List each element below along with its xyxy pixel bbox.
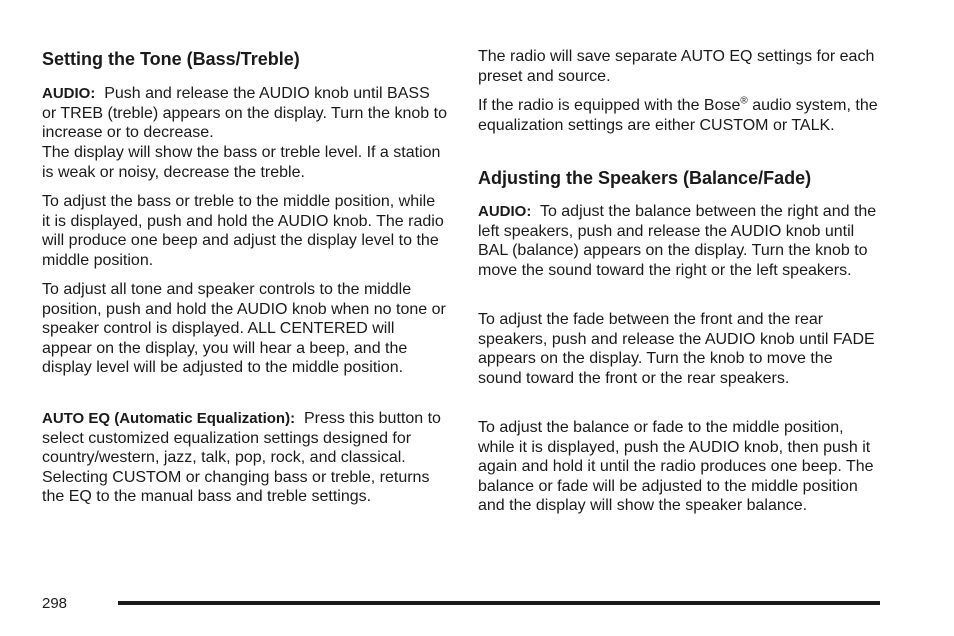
- footer-rule: [118, 601, 880, 605]
- paragraph-save-auto-eq: The radio will save separate AUTO EQ settings for each preset and source.: [478, 48, 875, 85]
- paragraph-middle-position: To adjust the bass or treble to the middle position, while it is displayed, push and hold the AUDIO knob. The radio will produce one beep and adjust the display level to the middle position.: [42, 193, 444, 269]
- audio-lead-label: AUDIO:: [42, 85, 96, 102]
- paragraph-audio-tone: [42, 84, 447, 143]
- bose-text-before: If the radio is equipped with the Bose: [478, 97, 741, 114]
- audio-balance-text: To adjust the balance between the right and the left speakers, push and release the AUDIO knob until BAL (balance) appears on the display. Turn the knob to move the sound toward the right or the left speakers.: [478, 203, 877, 279]
- section-heading-tone: Setting the Tone (Bass/Treble): [42, 49, 300, 69]
- page-number: 298: [42, 595, 68, 612]
- registered-mark: ®: [740, 95, 748, 107]
- auto-eq-text: Press this button to select customized equalization settings designed for country/western, jazz, talk, pop, rock, and classical. Selecting CUSTOM or changing bass or treble, returns the EQ to the manual bass and treble settings.: [42, 410, 441, 505]
- paragraph-all-centered: To adjust all tone and speaker controls to the middle position, push and hold the AUDIO knob when no tone or speaker control is displayed. ALL CENTERED will appear on the display, you will hear a beep, and the display level will be adjusted to the middle position.: [42, 281, 446, 376]
- section-heading-speakers: Adjusting the Speakers (Balance/Fade): [478, 168, 812, 188]
- paragraph-balance-middle: To adjust the balance or fade to the middle position, while it is displayed, push the AUDIO knob, then push it again and hold it until the radio produces one beep. The balance or fade will be adjusted to the middle position and the display will show the speaker balance.: [478, 419, 874, 514]
- paragraph-fade: To adjust the fade between the front and the rear speakers, push and release the AUDIO knob until FADE appears on the display. Turn the knob to move the sound toward the front or the rear speakers.: [478, 311, 875, 387]
- paragraph-display-level: The display will show the bass or treble level. If a station is weak or noisy, decrease the treble.: [42, 144, 441, 181]
- audio-balance-lead-label: AUDIO:: [478, 203, 532, 220]
- paragraph-auto-eq: [42, 409, 447, 507]
- auto-eq-lead-label: AUTO EQ (Automatic Equalization):: [42, 410, 296, 427]
- paragraph-audio-balance: [478, 202, 878, 280]
- paragraph-bose: [478, 96, 878, 135]
- audio-tone-text: Push and release the AUDIO knob until BASS or TREB (treble) appears on the display. Turn the knob to increase or to decrease.: [42, 85, 447, 141]
- bose-text-after: audio system, the equalization settings are either CUSTOM or TALK.: [478, 97, 878, 134]
